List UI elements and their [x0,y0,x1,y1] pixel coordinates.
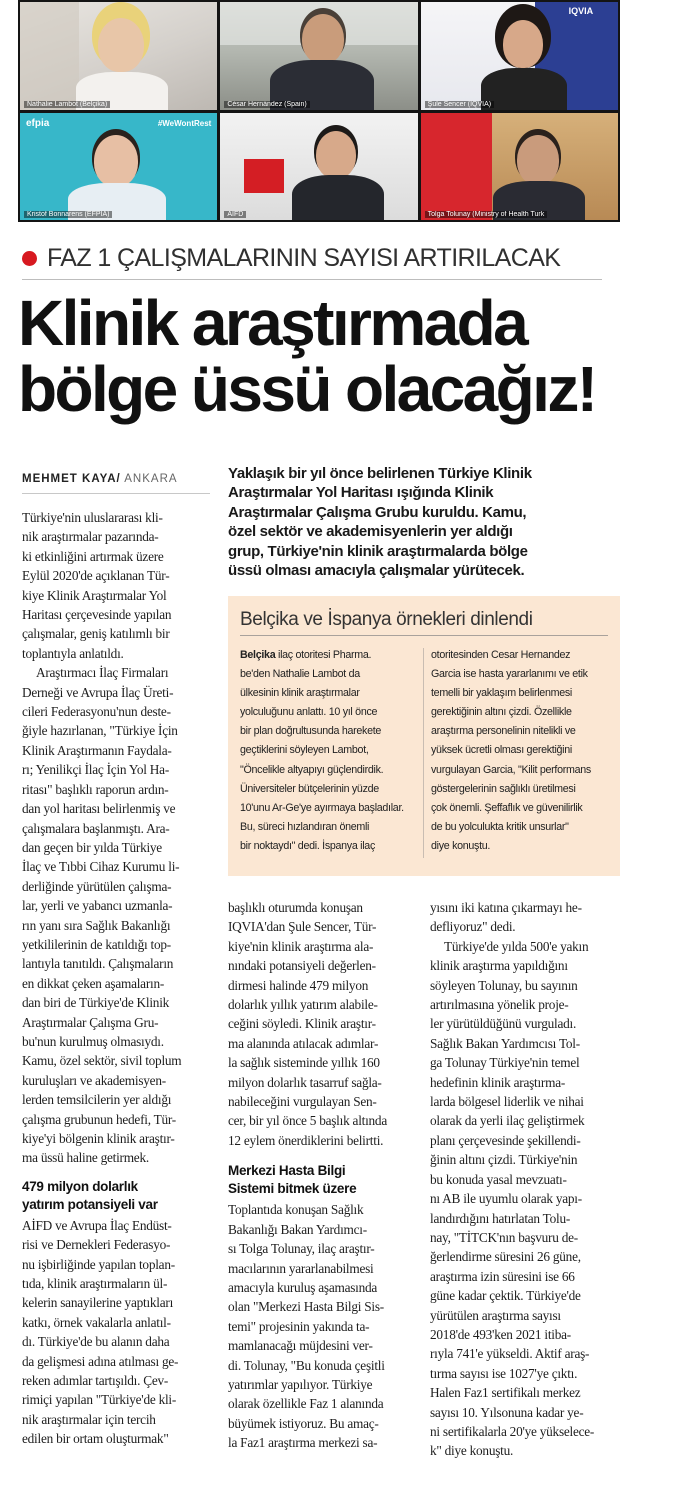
text-line: söyleyen Tolunay, bu sayının [430,977,578,993]
video-caption: Tolga Tolunay (Ministry of Health Turk [425,211,548,218]
text-line: ğerlendirme süresini 26 güne, [430,1249,581,1265]
text-line: çalışmalara başlanmıştı. Ara- [22,820,170,836]
text-line: 12 eylem önerdiklerini belirtti. [228,1132,384,1148]
text-line: Halen Faz1 sertifikalı merkez [430,1385,581,1401]
text-line: Haritası çerçevesinde yapılan [22,607,172,623]
text-line: edilen bir ortam oluşturmak" [22,1431,169,1447]
text-line: ceğini söyledi. Klinik araştır- [228,1016,376,1032]
text-line: Sağlık Bakan Yardımcısı Tol- [430,1035,580,1051]
text-line: dolarlık yıllık yatırım alabile- [228,997,378,1013]
byline-divider [22,493,210,494]
paragraph [430,937,618,1461]
text-line: k" diye konuştu. [430,1443,514,1459]
text-line: rı; Yenilikçi İlaç İçin Yol Ha- [22,762,169,778]
text-line: nındaki potansiyeli değerlen- [228,958,376,974]
text-line: Toplantıda konuşan Sağlık [228,1202,364,1218]
text-line: otoritesinden Cesar Hernandez [431,649,571,661]
text-line: İlaç ve Tıbbi Cihaz Kurumu li- [22,859,180,875]
text-line: katkı, örnek vakalarla anlatıl- [22,1314,171,1330]
video-conference-photo [18,0,620,222]
text-line: olan "Merkezi Hasta Bilgi Sis- [228,1299,384,1315]
text-line: dirmesi halinde 479 milyon [228,977,369,993]
text-line: ülkesinin klinik araştırmalar [240,687,360,700]
article-column-3 [430,898,618,1461]
text-line: yürütülen araştırma sayısı [430,1307,561,1323]
text-line: rimiçi yapılan "Türkiye'de kli- [22,1392,177,1408]
text-line: dı. Türkiye'de bu alanın daha [22,1334,170,1350]
text-line: Merkezi Hasta Bilgi [228,1163,346,1179]
video-caption: Kristof Bonnarens (EFPIA) [24,211,112,218]
paragraph [228,1200,414,1452]
text-line: klinik araştırma yapıldığını [430,958,568,974]
text-line: olarak özellikle Faz 1 alanında [228,1396,384,1412]
headline-line: Klinik araştırmada [18,287,527,359]
text-line: güne kadar çektik. Türkiye'de [430,1288,581,1304]
text-line: büyümek istiyoruz. Bu amaç- [228,1415,379,1431]
text-line: amacıyla kuruluş aşamasında [228,1279,378,1295]
text-line: la Faz1 araştırma merkezi sa- [228,1435,378,1451]
text-line: Araştırmacı İlaç Firmaları [36,665,169,681]
text-line: Türkiye'de yılda 500'e yakın [444,938,589,954]
text-line: ğinin altını çizdi. Türkiye'nin [430,1152,578,1168]
text-line: çok önemli. Şeffaflık ve güvenilirlik [431,801,583,814]
sidebar-column-right [431,646,611,856]
text-line: araştırma izin süresini ise 66 [430,1268,575,1284]
text-line: yolculuğunu anlattı. 10 yıl önce [240,706,378,719]
text-line: Klinik Araştırmanın Faydala- [22,742,172,758]
text-line: yısını iki katına çıkarmayı he- [430,900,582,915]
text-line: bu konuda yasal mevzuatı- [430,1171,567,1187]
text-line: dan yol haritası belirlenmiş ve [22,801,176,817]
text-line: çalışmalar, geniş katılımlı bir [22,626,170,642]
sidebar-title: Belçika ve İspanya örnekleri dinlendi [240,604,608,636]
text-line: bir noktaydı" dedi. İspanya ilaç [240,839,375,852]
text-line: en dikkat çeken aşamaların- [22,975,165,991]
text-line: ler yürütüldüğünü vurguladı. [430,1016,577,1032]
paragraph [430,898,618,937]
lead-line: Araştırmalar Yol Haritası ışığında Klinik [228,484,494,502]
efpia-logo-text: efpia [26,117,50,129]
text-line: nik araştırmalar pazarında- [22,529,159,545]
text-line: ma üssü haline getirmek. [22,1150,149,1166]
video-tile-hernandez [220,2,417,110]
lead-line: grup, Türkiye'nin klinik araştırmalarda bölge [228,542,528,560]
kicker [22,240,602,276]
text-line: Araştırmalar Çalışma Gru- [22,1014,159,1030]
text-line: dan geçen bir yılda Türkiye [22,839,162,855]
text-line: Eylül 2020'de açıklanan Tür- [22,568,170,584]
text-line: nabileceğini vurgulayan Sen- [228,1094,377,1110]
text-line: yetkililerinin de katıldığı top- [22,936,171,952]
text-line: be'den Nathalie Lambot da [240,668,360,681]
text-line: lerden temsilcilerin yer aldığı [22,1092,172,1108]
text-line: ni sertifikalarla 20'ye yükselece- [430,1423,595,1439]
text-line: Türkiye'nin uluslararası kli- [22,510,163,525]
text-line: nı AB ile uyumlu olarak yapı- [430,1191,582,1207]
text-line: AİFD ve Avrupa İlaç Endüst- [22,1217,172,1233]
byline [22,473,178,485]
text-line: gerektiğinin altını çizdi. Özellikle [431,706,572,719]
text-line: olarak da yerli ilaç geliştirmek [430,1113,585,1129]
text-line: diye konuştu. [431,839,491,852]
iqvia-banner-text: IQVIA [568,6,594,16]
sidebar-lead-word: Belçika [240,649,276,661]
text-line: Kamu, özel sektör, sivil toplum [22,1053,182,1069]
text-line: milyon dolarlık tasarruf sağla- [228,1074,382,1090]
video-tile-lambot [20,2,217,110]
lead-line: üssü olması amacıyla çalışmalar yürütecek. [228,562,525,580]
text-line: Sistemi bitmek üzere [228,1181,357,1197]
text-line: macılarının yararlanabilmesi [228,1260,374,1276]
text-line: derliğinde yürütülen çalışma- [22,878,172,894]
text-line: kiye Klinik Araştırmalar Yol [22,587,167,603]
sidebar-divider [423,648,424,858]
article-column-2 [228,898,414,1453]
text-line: defliyoruz" dedi. [430,919,516,935]
text-line: reken adımlar tartışıldı. Çev- [22,1373,169,1389]
text-line: Derneği ve Avrupa İlaç Üreti- [22,684,174,700]
video-tile-aifd [220,113,417,221]
lead-paragraph [228,464,606,580]
text-line: nik araştırmalar için tercih [22,1411,156,1427]
text-line: çalışma grubunun hedefi, Tür- [22,1111,176,1127]
text-line: lar, yerli ve yabancı uzmanla- [22,898,173,914]
sidebar-column-left [240,646,416,856]
text-line: Bakanlığı Bakan Yardımcı- [228,1221,367,1237]
text-line: kiye'nin klinik araştırma ala- [228,938,374,954]
text-line: cileri Federasyonu'nun deste- [22,704,171,720]
kicker-text: FAZ 1 ÇALIŞMALARININ SAYISI ARTIRILACAK [47,243,561,272]
video-caption: César Hernández (Spain) [224,101,309,108]
text-line: IQVIA'dan Şule Sencer, Tür- [228,919,377,935]
text-line: Garcia ise hasta yararlanımı ve etik [431,668,588,681]
text-line: rıyla 741'e yükseldi. Aktif araş- [430,1346,590,1362]
text-fragment: ilaç otoritesi Pharma. [275,649,372,661]
text-line: artırılmasına yönelik proje- [430,997,569,1013]
video-caption: Şule Sencer (IQVIA) [425,101,494,108]
paragraph [22,1216,210,1449]
lead-line: özel sektör ve akademisyenlerin yer aldığı [228,523,513,541]
text-line: temelli bir yaklaşım belirlenmesi [431,687,572,700]
text-line: cer, bir yıl önce 5 başlık altında [228,1113,387,1129]
lead-line: Araştırmalar Çalışma Grubu kuruldu. Kamu, [228,503,527,521]
text-line [240,646,416,665]
text-line: göstergelerinin sağlıklı üretilmesi [431,782,576,795]
text-line: kuruluşları ve akademisyen- [22,1072,166,1088]
text-line: ki etkinliğini artırmak üzere [22,548,164,564]
paragraph [228,898,414,1150]
text-line: rın yanı sıra Sağlık Bakanlığı [22,917,171,933]
headline-line: bölge üssü olacağız! [18,353,596,425]
text-line: araştırma personelinin nitelikli ve [431,725,576,738]
text-line: bir plan doğrultusunda harekete [240,725,382,738]
text-line: larda bölgesel liderlik ve nihai [430,1094,584,1110]
text-line: Bu, süreci hızlandıran önemli [240,820,370,833]
kicker-bullet-icon [22,251,37,266]
text-line: da gelişmesi adına atılması ge- [22,1353,179,1369]
text-line: Üniversiteler bütçelerinin yüzde [240,782,379,795]
text-line: hedefinin klinik araştırma- [430,1074,566,1090]
text-line: yatırımlar yapılıyor. Türkiye [228,1376,373,1392]
text-line: ritası" başlıklı raporun ardın- [22,781,169,797]
text-line: 10'unu Ar-Ge'ye ayırmaya başladılar. [240,801,404,814]
text-line: sayısı 10. Yılsonuna kadar ye- [430,1404,584,1420]
sidebar-box [228,596,620,876]
text-line: vurgulayan Garcia, "Kilit performans [431,763,591,776]
text-line: nu işbirliğinde yapılan toplan- [22,1256,175,1272]
text-line: yatırım potansiyeli var [22,1196,158,1212]
text-line: risi ve Dernekleri Federasyo- [22,1237,171,1253]
video-tile-tolunay [421,113,618,221]
text-line: ma alanında atılacak adımlar- [228,1035,379,1051]
text-line: nay, "TİTCK'nın başvuru de- [430,1229,578,1245]
text-line: di. Tolunay, "Bu konuda çeşitli [228,1357,385,1373]
video-tile-sencer [421,2,618,110]
text-line: ğiyle hazırlanan, "Türkiye İçin [22,723,178,739]
text-line: la sağlık sisteminde yıllık 160 [228,1055,380,1071]
text-line: kiye'yi bölgenin klinik araştır- [22,1131,175,1146]
article-column-1 [22,508,210,1449]
text-line: yüksek ücretli olması gerektiğini [431,744,572,757]
text-line: ga Tolunay Türkiye'nin temel [430,1055,580,1071]
text-line: 2018'de 493'ken 2021 itiba- [430,1326,571,1342]
text-line: landırdığını hatırlatan Tolu- [430,1210,571,1226]
text-line: mamlanacağı müjdesini ver- [228,1338,373,1354]
text-line: de bu yolculukta kritik unsurlar" [431,820,569,833]
video-tile-efpia [20,113,217,221]
text-line: 479 milyon dolarlık [22,1178,138,1194]
text-line: kelerin sanayilerine yaptıkları [22,1295,174,1311]
text-line: bu'nun kurulmuş olmasıydı. [22,1033,164,1049]
text-line: lantıyla tanıtıldı. Çalışmaların [22,956,174,972]
paragraph [22,508,210,663]
lead-line: Yaklaşık bir yıl önce belirlenen Türkiye Klinik [228,465,532,482]
text-line: planı çerçevesinde şekillendi- [430,1132,581,1148]
text-line: "Öncelikle altyapıyı güçlendirdik. [240,763,384,776]
text-line: sı Tolga Tolunay, ilaç araştır- [228,1241,375,1257]
video-caption: AİFD [224,211,246,218]
paragraph [22,663,210,1168]
headline [18,287,638,425]
kicker-divider [22,279,602,280]
byline-city: ANKARA [120,473,178,485]
text-line: dan biri de Türkiye'de Klinik [22,995,170,1011]
text-line: başlıklı oturumda konuşan [228,900,363,915]
efpia-hashtag: #WeWontRest [157,118,212,128]
byline-author: MEHMET KAYA/ [22,473,121,485]
subheading [22,1178,210,1214]
text-line: toplantıyla anlatıldı. [22,645,124,661]
text-line: tırma sayısı ise 1027'ye çıktı. [430,1365,578,1381]
subheading [228,1162,414,1198]
text-line: temi" projesinin yakında ta- [228,1318,370,1334]
text-line: tıda, klinik araştırmaların ül- [22,1276,168,1292]
video-caption: Nathalie Lambot (Belçika) [24,101,110,108]
text-line: geçtiklerini söyleyen Lambot, [240,744,369,757]
